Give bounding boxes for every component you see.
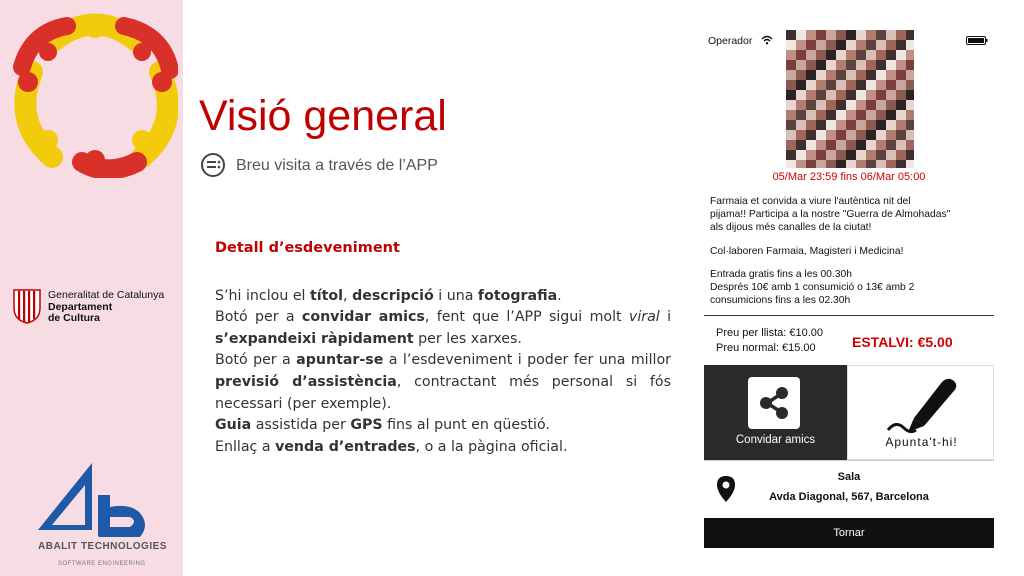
gencat-line1: Generalitat de Catalunya [48,289,165,301]
share-icon [748,377,800,429]
sidebar [0,0,183,576]
carrier-label: Operador [708,35,753,47]
wifi-icon [761,35,773,45]
gencat-line3: de Cultura [48,312,100,324]
price-panel [704,315,994,365]
join-event-label: Apunta't-hi! [885,435,958,449]
senyera-shield-icon [12,288,42,324]
location-row[interactable] [704,460,994,518]
back-button[interactable]: Tornar [704,518,994,548]
section-heading: Detall d’esdeveniment [215,240,400,256]
saving-label: ESTALVI: €5.00 [852,334,953,350]
gencat-line2: Departament [48,300,113,313]
battery-icon [966,36,988,45]
phone-screenshot [704,28,994,550]
venue-name: Sala [837,471,861,483]
action-buttons [704,365,994,460]
pen-icon [884,372,964,436]
invite-friends-label: Convidar amics [735,434,816,446]
content-block [215,238,671,458]
company-tagline: SOFTWARE ENGINEERING [58,561,146,567]
page-subtitle: Breu visita a través de l’APP [236,157,438,174]
company-name: ABALIT TECHNOLOGIES [38,541,167,552]
paragraph-1: S’hi inclou el títol, descripció i una fotografia. [215,287,562,304]
generalitat-logo [12,288,182,328]
people-circle-logo [12,12,178,178]
page-title: Visió general [199,92,447,140]
list-price: Preu per llista: €10.00 [716,327,824,339]
share-icon-box [748,377,800,429]
chat-bubble-icon [200,152,226,178]
venue-address: Avda Diagonal, 567, Barcelona [769,491,929,503]
paragraph-2: Botó per a convidar amics, fent que l’APP sigui molt viral i s’expandeixi ràpidament per les xarxes. [215,309,672,347]
paragraph-3: Botó per a apuntar-se a l’esdeveniment i poder fer una millor previsió d’assistència, contractant més personal si fós necessari (per exemple). [215,352,671,412]
event-date-range: 05/Mar 23:59 fins 06/Mar 05:00 [772,171,926,183]
paragraph-4: Guia assistida per GPS fins al punt en qüestió. [215,417,550,434]
event-description: Farmaia et convida a viure l'autèntica nit del pijama!! Participa a la nostre "Guerra de Almohadas" als dijous més canalles de la ciutat! Col·laboren Farmaia, Magisteri i Medicina! Entrada gratis fins a les 00.30h Després 10€ amb 1 consumició o 13€ amb 2 consumicions fins a les 02.30h [710,196,951,307]
normal-price: Preu normal: €15.00 [716,341,816,354]
abalit-logo [30,455,160,575]
paragraph-5: Enllaç a venda d’entrades, o a la pàgina oficial. [215,438,568,455]
event-photo [786,30,914,168]
invite-friends-button[interactable] [704,365,847,460]
join-event-button[interactable] [847,365,994,460]
